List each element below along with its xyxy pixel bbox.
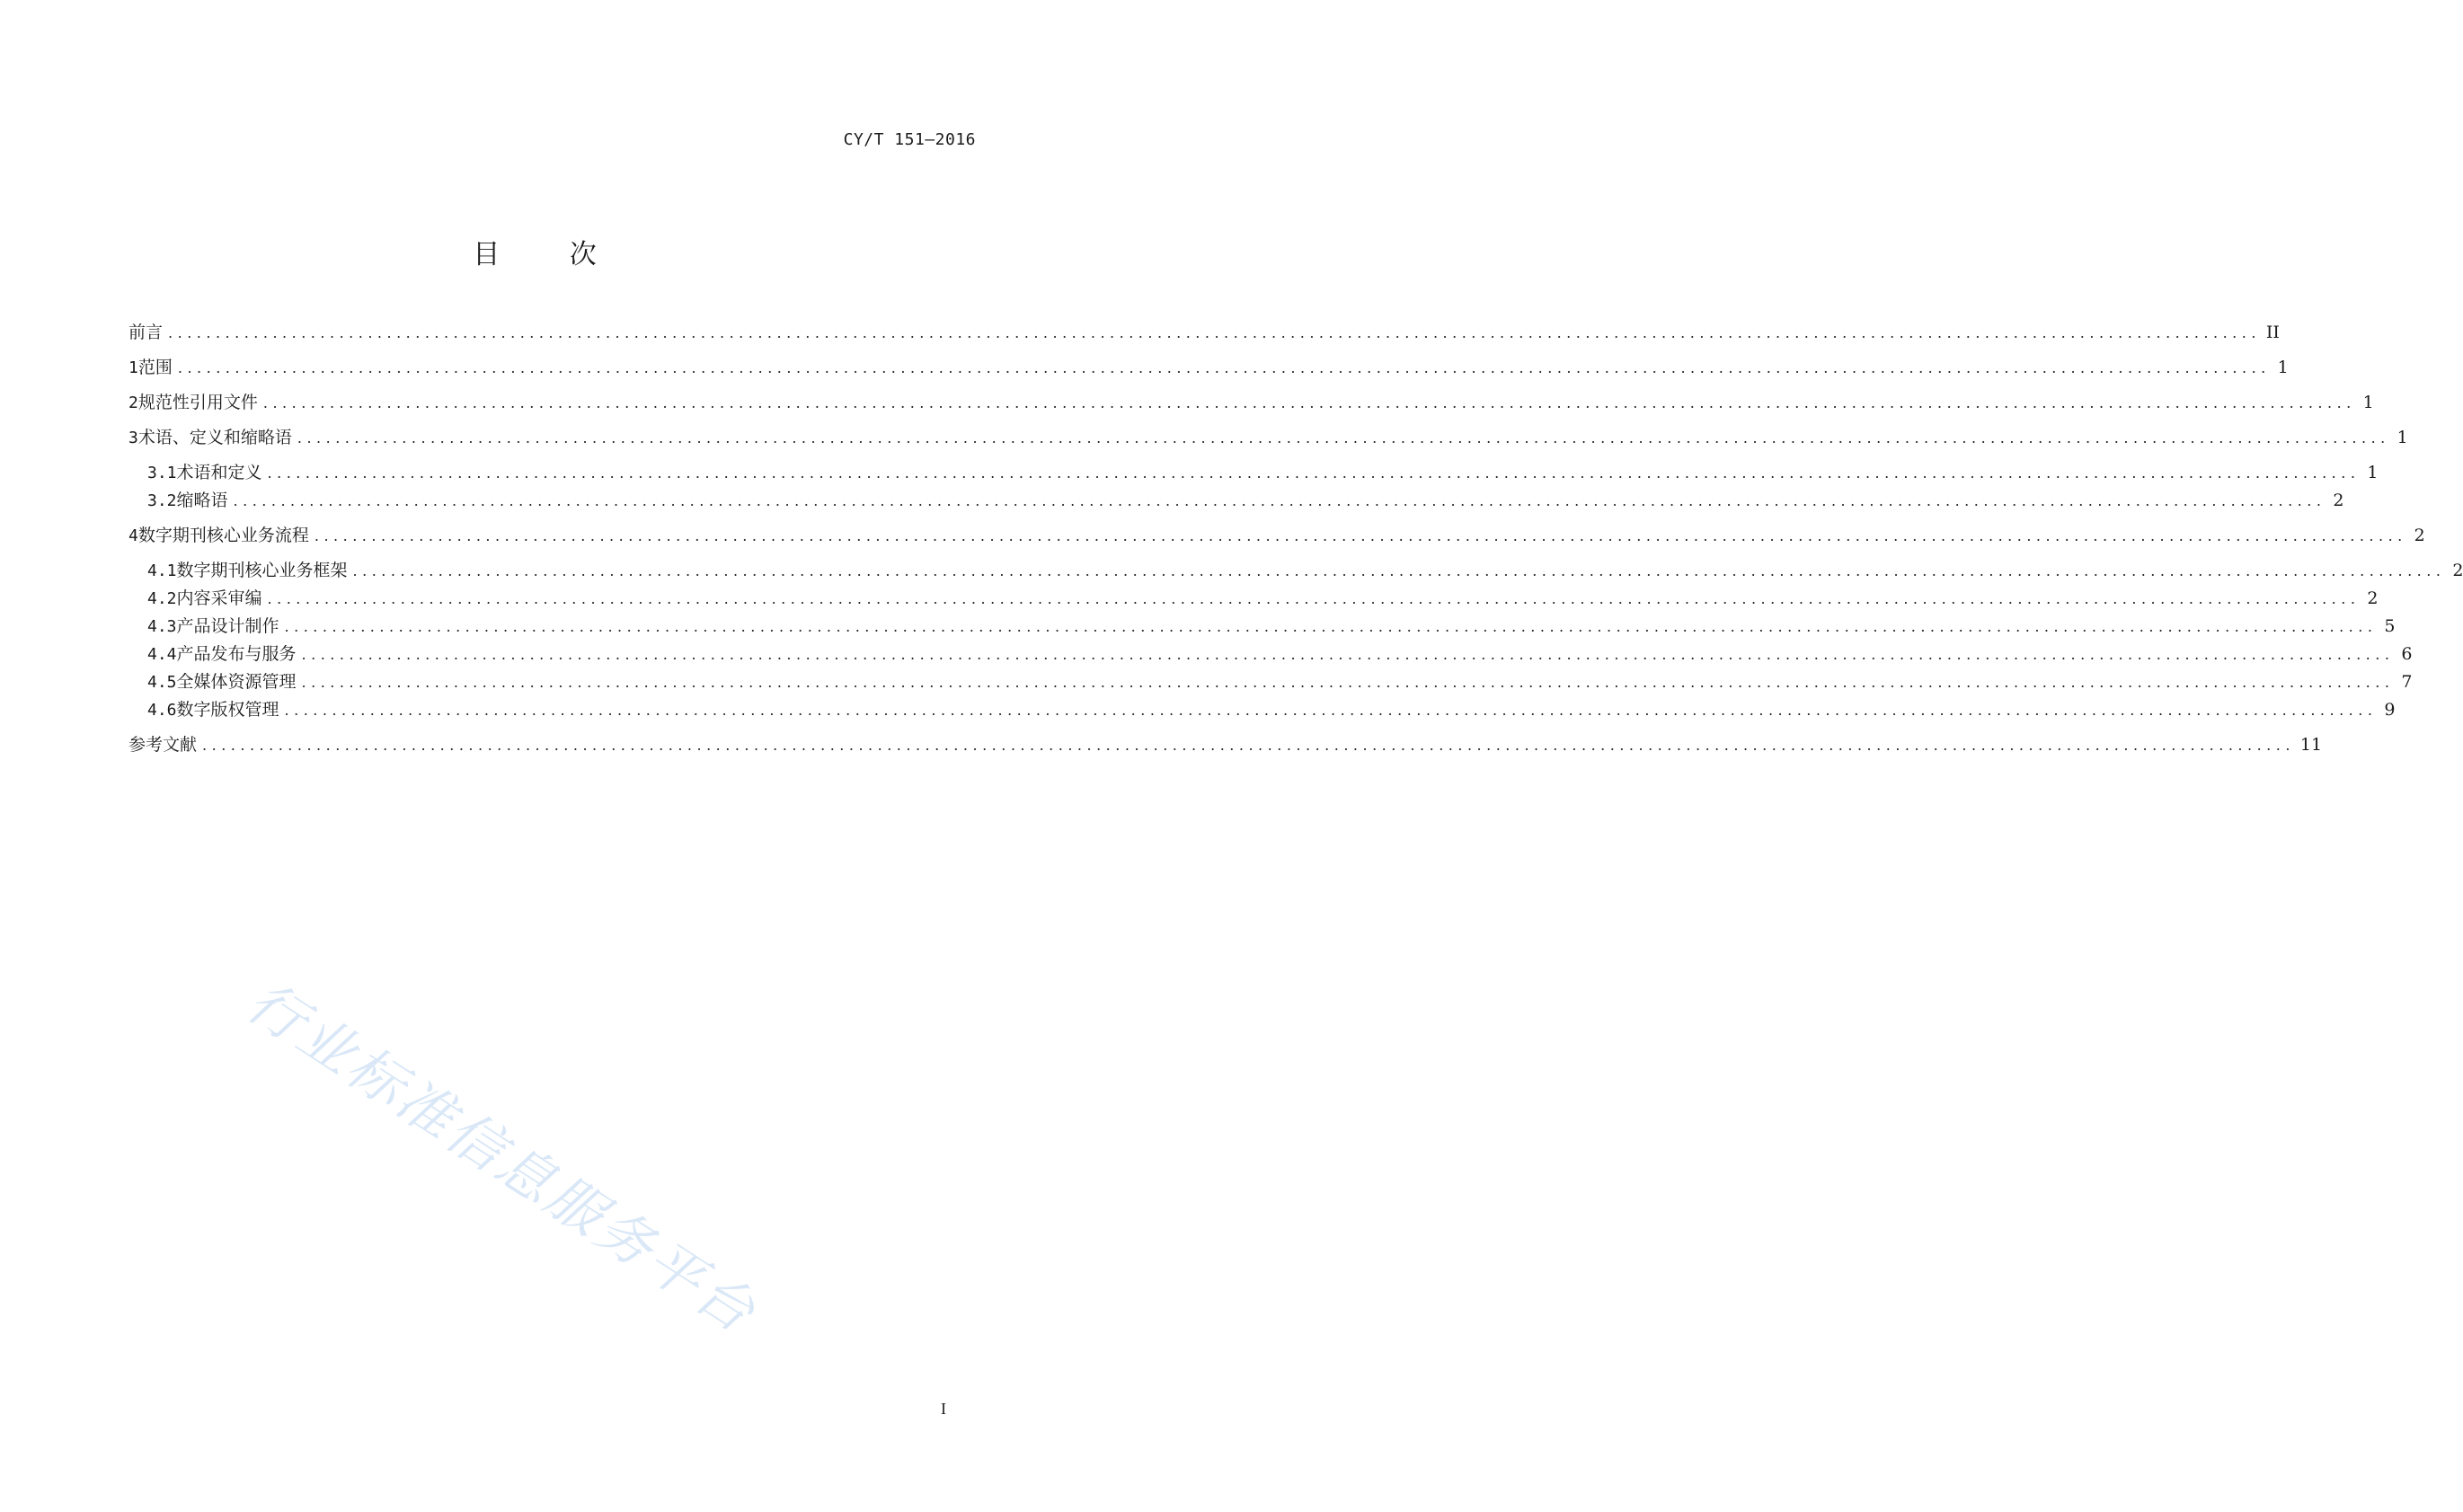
toc-entry-label: 参考文献 [128,735,198,755]
toc-entry-number: 4 [128,526,138,545]
dot-leader: ............................................................................................................................................................................................................................ [233,492,2326,509]
toc-entry-page: 5 [2384,616,2396,636]
toc-entry-number: 4.3 [147,617,177,636]
toc-entry-label: 数字期刊核心业务框架 [176,561,348,580]
toc-entry-page: 6 [2401,644,2413,664]
toc-entry-label: 术语和定义 [176,463,262,482]
toc-entry[interactable] [128,643,2413,665]
toc-entry-number: 4.5 [147,673,177,692]
toc-entry[interactable] [128,462,2379,483]
dot-leader: ............................................................................................................................................................................................................................ [267,590,2361,607]
dot-leader: ............................................................................................................................................................................................................................ [177,359,2271,376]
dot-leader: ............................................................................................................................................................................................................................ [202,737,2295,754]
standard-code: CY/T 151—2016 [843,130,976,149]
toc-entry-page: 2 [2414,526,2425,545]
toc-entry-number: 4.2 [147,589,177,608]
toc-entry-number: 4.1 [147,561,177,580]
toc-entry-page: 2 [2452,561,2463,580]
toc-entry-label: 缩略语 [176,491,228,510]
toc-entry-number: 1 [128,358,138,377]
toc-entry-page: 1 [2397,428,2408,447]
toc-entry-label: 产品发布与服务 [176,644,297,664]
dot-leader: ............................................................................................................................................................................................................................ [314,527,2407,544]
toc-entry-label: 产品设计制作 [176,616,279,636]
toc-entry-page: 2 [2333,491,2344,510]
toc-entry-label: 规范性引用文件 [137,393,258,412]
toc-entry-number: 4.6 [147,701,177,720]
toc-entry[interactable] [128,699,2396,721]
toc-entry-label: 数字期刊核心业务流程 [137,526,309,545]
toc-entry-page: 7 [2401,672,2413,692]
toc-entry[interactable] [128,490,2344,511]
dot-leader: ............................................................................................................................................................................................................................ [284,702,2378,719]
toc-entry[interactable] [128,734,2323,756]
toc-entry-label: 术语、定义和缩略语 [137,428,292,447]
dot-leader: ............................................................................................................................................................................................................................ [262,394,2356,411]
toc-entry-label: 前言 [128,323,164,342]
toc-entry-page: 1 [2367,463,2379,482]
toc-entry[interactable] [128,525,2425,546]
toc-entry[interactable] [128,427,2408,448]
toc-entry-number: 4.4 [147,645,177,664]
toc-entry-number: 2 [128,393,138,412]
watermark: 行业标准信息服务平台 [235,968,769,1347]
toc-entry[interactable] [128,671,2413,693]
dot-leader: ............................................................................................................................................................................................................................ [168,324,2261,341]
toc-entry-page: 11 [2299,735,2323,755]
dot-leader: ............................................................................................................................................................................................................................ [297,429,2390,447]
page-number: I [941,1400,946,1418]
toc-entry-page: 1 [2277,358,2289,377]
toc-entry[interactable] [128,560,2463,581]
toc-entry-label: 范围 [137,358,173,377]
toc-entry-page: 2 [2367,588,2379,608]
toc-entry[interactable] [128,322,2280,343]
toc-entry-number: 3 [128,429,138,447]
page-title: 目 次 [473,239,627,270]
toc-entry-page: 1 [2362,393,2374,412]
toc-entry-label: 数字版权管理 [176,700,279,720]
toc-entry[interactable] [128,588,2379,609]
toc-entry-label: 全媒体资源管理 [176,672,297,692]
dot-leader: ............................................................................................................................................................................................................................ [267,464,2361,482]
toc-entry-page: 9 [2384,700,2396,720]
dot-leader: ............................................................................................................................................................................................................................ [301,646,2395,663]
toc-entry[interactable] [128,357,2289,378]
toc-entry-number: 3.1 [147,464,177,482]
toc-entry[interactable] [128,615,2396,637]
dot-leader: ............................................................................................................................................................................................................................ [301,674,2395,691]
table-of-contents [128,322,2463,769]
toc-entry-label: 内容采审编 [176,588,262,608]
toc-entry-number: 3.2 [147,491,177,510]
toc-entry[interactable] [128,392,2374,413]
toc-entry-page: II [2265,323,2280,342]
dot-leader: ............................................................................................................................................................................................................................ [352,562,2446,579]
dot-leader: ............................................................................................................................................................................................................................ [284,618,2378,635]
